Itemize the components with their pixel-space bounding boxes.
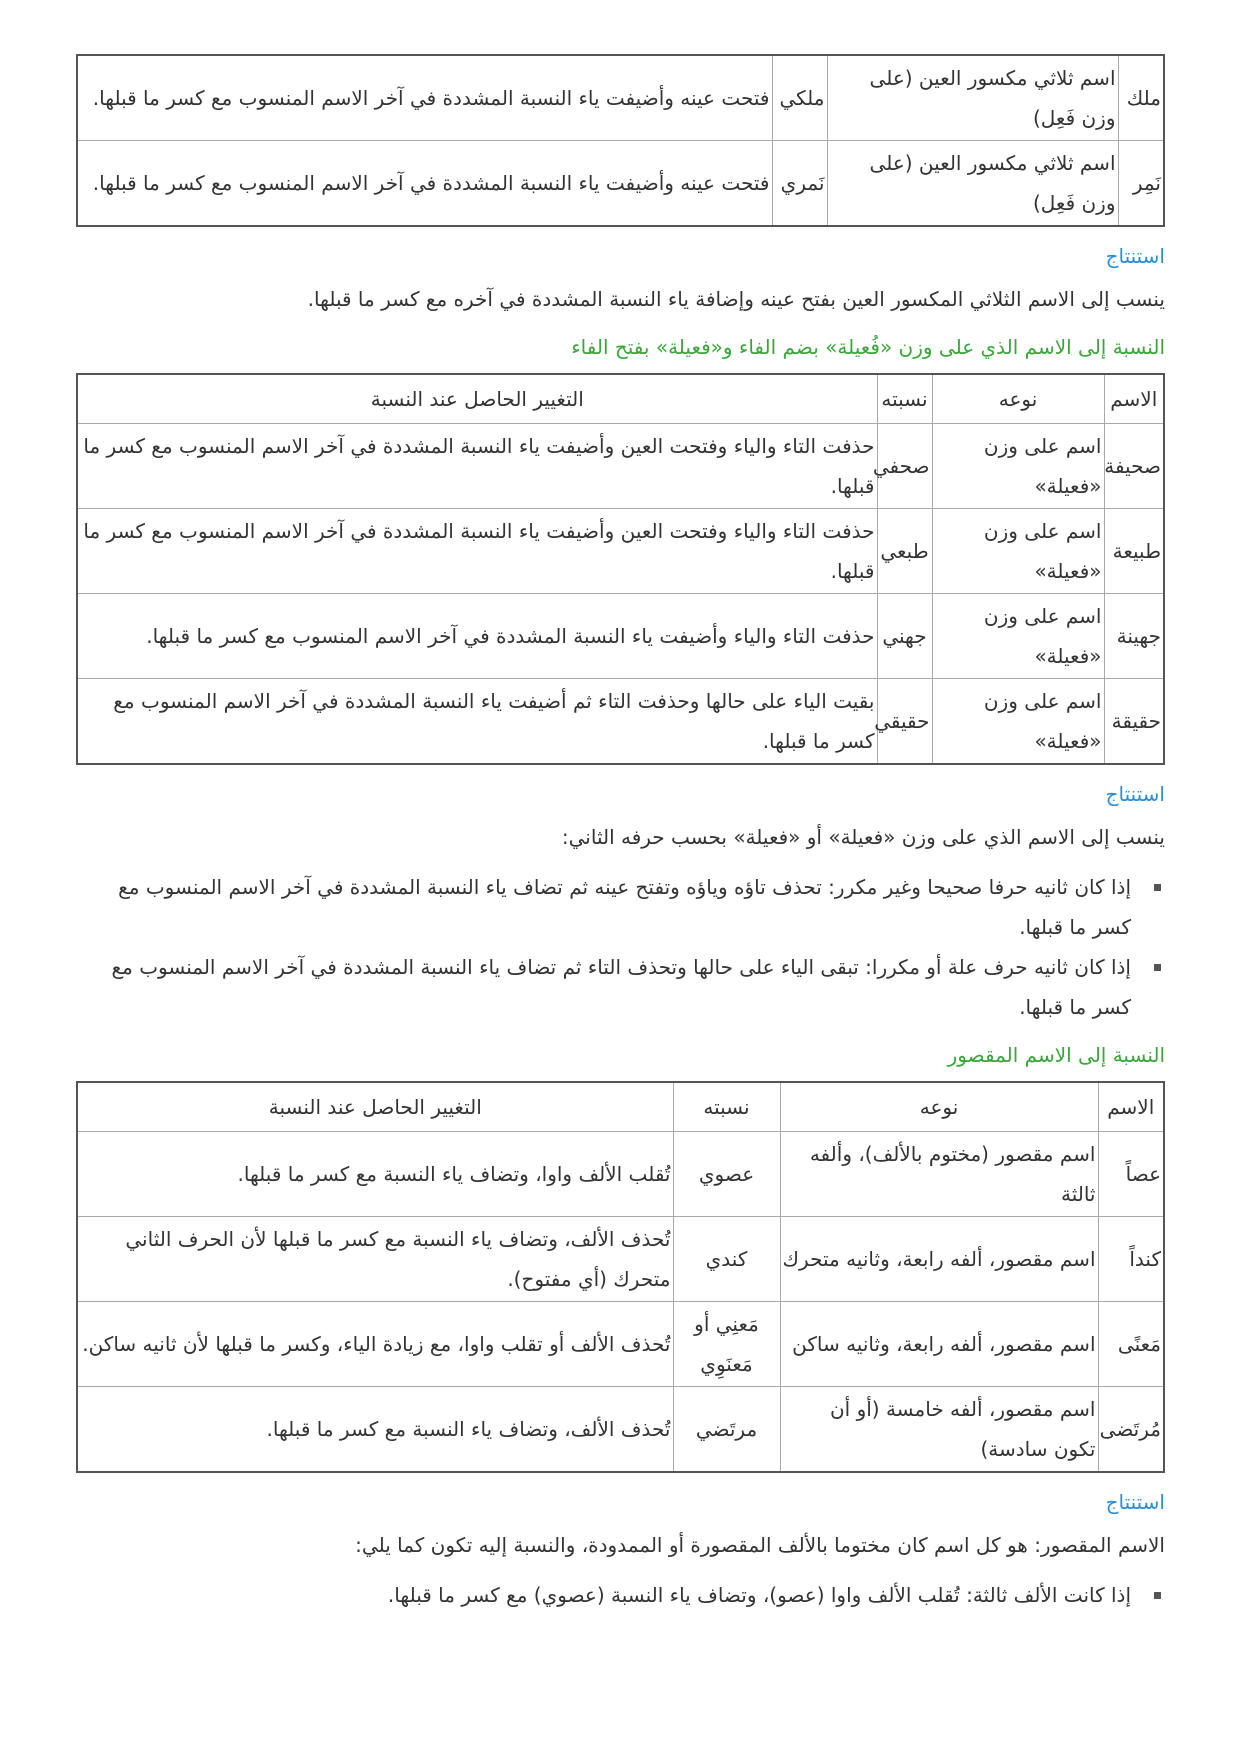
cell-type: اسم على وزن «فعيلة» — [932, 679, 1104, 765]
table-row — [77, 55, 1164, 141]
cell-type: اسم مقصور، ألفه خامسة (أو أن تكون سادسة) — [780, 1387, 1098, 1473]
header-name: الاسم — [1104, 374, 1164, 424]
cell-nisba: مرتَضي — [673, 1387, 780, 1473]
cell-type: اسم على وزن «فعيلة» — [932, 424, 1104, 509]
cell-nisba: عصوي — [673, 1132, 780, 1217]
table-row — [77, 1387, 1164, 1473]
conclusion-list — [76, 1575, 1165, 1615]
fuayla-table — [76, 373, 1165, 765]
cell-nisba: صحفي — [877, 424, 932, 509]
conclusion-list — [76, 867, 1165, 1027]
conclusion-text: الاسم المقصور: هو كل اسم كان مختوما بالألف المقصورة أو الممدودة، والنسبة إليه تكون كما يلي: — [355, 1533, 1165, 1557]
mutasawir-table — [76, 54, 1165, 227]
cell-nisba: مَعنِي أو مَعنَوِي — [673, 1302, 780, 1387]
cell-name: كنداً — [1098, 1217, 1164, 1302]
table-row — [77, 594, 1164, 679]
table-row — [77, 509, 1164, 594]
cell-nisba: ملكي — [772, 55, 827, 141]
conclusion-label: استنتاج — [1105, 1490, 1165, 1514]
cell-nisba: كندي — [673, 1217, 780, 1302]
header-change: التغيير الحاصل عند النسبة — [77, 374, 877, 424]
cell-name: عصاً — [1098, 1132, 1164, 1217]
list-item: إذا كان ثانيه حرفا صحيحا وغير مكرر: تحذف تاؤه وياؤه وتفتح عينه ثم تضاف ياء النسبة المشددة في آخر الاسم المنسوب مع كسر ما قبلها. — [76, 867, 1131, 947]
cell-type: اسم مقصور، ألفه رابعة، وثانيه متحرك — [780, 1217, 1098, 1302]
cell-type: اسم على وزن «فعيلة» — [932, 594, 1104, 679]
header-nisba: نسبته — [877, 374, 932, 424]
header-type: نوعه — [932, 374, 1104, 424]
cell-nisba: جهني — [877, 594, 932, 679]
cell-change: تُحذف الألف أو تقلب واوا، مع زيادة الياء، وكسر ما قبلها لأن ثانيه ساكن. — [77, 1302, 673, 1387]
cell-name: صحيفة — [1104, 424, 1164, 509]
cell-type: اسم مقصور، ألفه رابعة، وثانيه ساكن — [780, 1302, 1098, 1387]
cell-nisba: نَمري — [772, 141, 827, 227]
cell-change: تُقلب الألف واوا، وتضاف ياء النسبة مع كسر ما قبلها. — [77, 1132, 673, 1217]
section-heading-maqsur: النسبة إلى الاسم المقصور — [947, 1043, 1165, 1067]
cell-change: حذفت التاء والياء وأضيفت ياء النسبة المشددة في آخر الاسم المنسوب مع كسر ما قبلها. — [77, 594, 877, 679]
list-item: إذا كانت الألف ثالثة: تُقلب الألف واوا (عصو)، وتضاف ياء النسبة (عصوي) مع كسر ما قبلها. — [76, 1575, 1131, 1615]
cell-name: جهينة — [1104, 594, 1164, 679]
conclusion-label: استنتاج — [1105, 782, 1165, 806]
table-row — [77, 424, 1164, 509]
document-page — [76, 54, 1165, 1625]
cell-nisba: طبعي — [877, 509, 932, 594]
cell-change: فتحت عينه وأضيفت ياء النسبة المشددة في آخر الاسم المنسوب مع كسر ما قبلها. — [77, 141, 772, 227]
cell-name: مُرتَضى — [1098, 1387, 1164, 1473]
cell-change: تُحذف الألف، وتضاف ياء النسبة مع كسر ما قبلها لأن الحرف الثاني متحرك (أي مفتوح). — [77, 1217, 673, 1302]
conclusion-text: ينسب إلى الاسم الذي على وزن «فعيلة» أو «فعيلة» بحسب حرفه الثاني: — [561, 825, 1165, 849]
cell-nisba: حقيقي — [877, 679, 932, 765]
cell-name: نَمِر — [1118, 141, 1164, 227]
cell-type: اسم ثلاثي مكسور العين (على وزن فَعِل) — [827, 55, 1118, 141]
header-nisba: نسبته — [673, 1082, 780, 1132]
header-type: نوعه — [780, 1082, 1098, 1132]
cell-type: اسم ثلاثي مكسور العين (على وزن فَعِل) — [827, 141, 1118, 227]
table-row — [77, 1302, 1164, 1387]
cell-change: حذفت التاء والياء وفتحت العين وأضيفت ياء النسبة المشددة في آخر الاسم المنسوب مع كسر ما قبلها. — [77, 424, 877, 509]
table-row — [77, 1132, 1164, 1217]
header-name: الاسم — [1098, 1082, 1164, 1132]
table-header-row — [77, 374, 1164, 424]
table-row — [77, 679, 1164, 765]
cell-name: حقيقة — [1104, 679, 1164, 765]
header-change: التغيير الحاصل عند النسبة — [77, 1082, 673, 1132]
table-row — [77, 141, 1164, 227]
cell-change: بقيت الياء على حالها وحذفت التاء ثم أضيفت ياء النسبة المشددة في آخر الاسم المنسوب مع كسر ما قبلها. — [77, 679, 877, 765]
cell-change: تُحذف الألف، وتضاف ياء النسبة مع كسر ما قبلها. — [77, 1387, 673, 1473]
conclusion-text: ينسب إلى الاسم الثلاثي المكسور العين بفتح عينه وإضافة ياء النسبة المشددة في آخره مع كسر ما قبلها. — [307, 287, 1165, 311]
cell-change: فتحت عينه وأضيفت ياء النسبة المشددة في آخر الاسم المنسوب مع كسر ما قبلها. — [77, 55, 772, 141]
section-heading-fuayla: النسبة إلى الاسم الذي على وزن «فُعيلة» بضم الفاء و«فعيلة» بفتح الفاء — [571, 335, 1165, 359]
cell-name: طبيعة — [1104, 509, 1164, 594]
list-item: إذا كان ثانيه حرف علة أو مكررا: تبقى الياء على حالها وتحذف التاء ثم تضاف ياء النسبة المشددة في آخر الاسم المنسوب مع كسر ما قبلها. — [76, 947, 1131, 1027]
table-row — [77, 1217, 1164, 1302]
cell-change: حذفت التاء والياء وفتحت العين وأضيفت ياء النسبة المشددة في آخر الاسم المنسوب مع كسر ما قبلها. — [77, 509, 877, 594]
cell-type: اسم مقصور (مختوم بالألف)، وألفه ثالثة — [780, 1132, 1098, 1217]
maqsur-table — [76, 1081, 1165, 1473]
cell-name: مَعنًى — [1098, 1302, 1164, 1387]
cell-name: ملك — [1118, 55, 1164, 141]
table-header-row — [77, 1082, 1164, 1132]
conclusion-label: استنتاج — [1105, 244, 1165, 268]
cell-type: اسم على وزن «فعيلة» — [932, 509, 1104, 594]
